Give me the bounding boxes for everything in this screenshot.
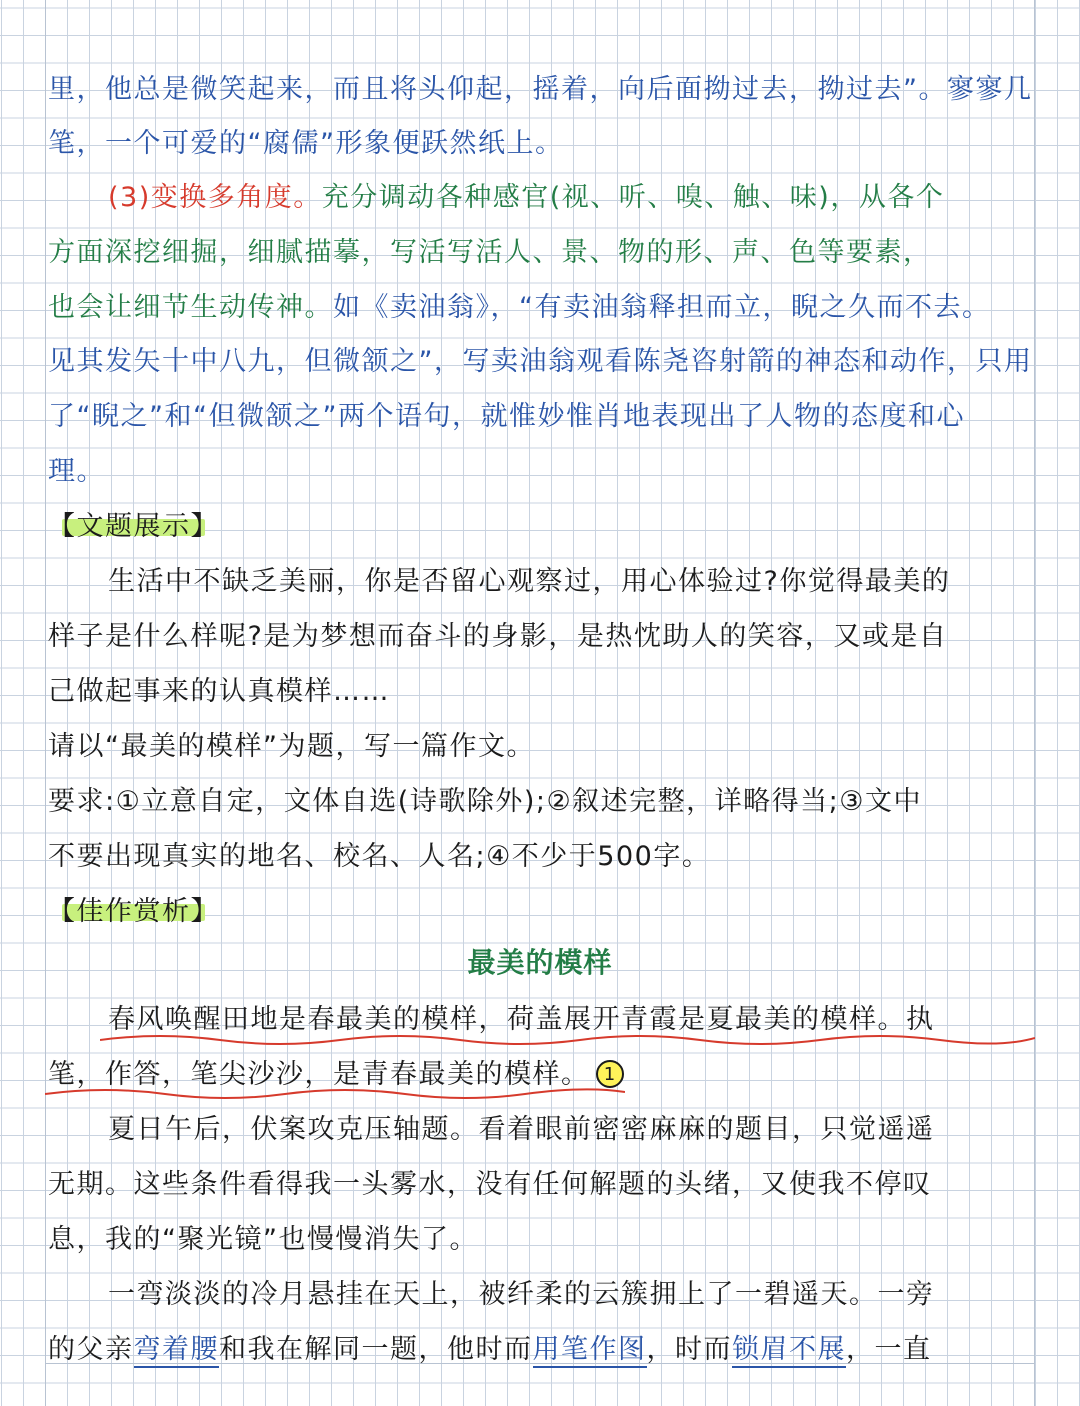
text-line: 里，他总是微笑起来，而且将头仰起，摇着，向后面拗过去，拗过去”。寥寥几 [48, 74, 1033, 105]
underlined-phrase: 用笔作图 [533, 1334, 647, 1368]
red-wavy-underline [45, 1088, 625, 1100]
text-line: 无期。这些条件看得我一头雾水，没有任何解题的头绪，又使我不停叹 [48, 1169, 932, 1200]
text-line: 见其发矢十中八九，但微颔之”，写卖油翁观看陈尧咨射箭的神态和动作，只用 [48, 346, 1033, 377]
tip-3-heading: (3)变换多角度。 [108, 182, 322, 213]
text-line: 了“睨之”和“但微颔之”两个语句，就惟妙惟肖地表现出了人物的态度和心 [48, 401, 965, 432]
paper-left-edge [45, 0, 46, 1406]
text-line: 理。 [48, 456, 105, 487]
text-line: 要求:①立意自定，文体自选(诗歌除外);②叙述完整，详略得当;③文中 [48, 786, 922, 817]
example-text: 如《卖油翁》，“有卖油翁释担而立，睨之久而不去。 [333, 292, 991, 323]
section-label-line [48, 507, 1038, 547]
annotation-marker: 1 [596, 1060, 624, 1088]
tip-3-text: 也会让细节生动传神。 [48, 292, 333, 323]
essay-text: ，一直 [846, 1334, 932, 1365]
essay-text: 和我在解同一题，他时而 [219, 1334, 533, 1365]
essay-section-label: 【佳作赏析】 [48, 896, 219, 927]
tip-3-text: 充分调动各种感官(视、听、嗅、触、味)，从各个 [321, 182, 945, 213]
text-line: 己做起事来的认真模样…… [48, 676, 390, 707]
text-line: 样子是什么样呢?是为梦想而奋斗的身影，是热忱助人的笑容，又或是自 [48, 621, 948, 652]
prompt-section-label: 【文题展示】 [48, 511, 219, 542]
text-line: 春风唤醒田地是春最美的模样，荷盖展开青霞是夏最美的模样。执 [108, 1004, 935, 1035]
essay-text: 的父亲 [48, 1334, 134, 1365]
tip-3-line [48, 178, 1080, 218]
text-line: 息，我的“聚光镜”也慢慢消失了。 [48, 1224, 478, 1255]
text-line [48, 1330, 1038, 1370]
text-line: 生活中不缺乏美丽，你是否留心观察过，用心体验过?你觉得最美的 [108, 566, 951, 597]
text-line: 笔，一个可爱的“腐儒”形象便跃然纸上。 [48, 128, 564, 159]
essay-text: 笔，作答，笔尖沙沙，是青春最美的模样。 [48, 1059, 590, 1090]
text-line: 请以“最美的模样”为题，写一篇作文。 [48, 731, 535, 762]
red-wavy-underline [100, 1034, 1035, 1046]
text-line: 不要出现真实的地名、校名、人名;④不少于500字。 [48, 841, 711, 872]
essay-text: ，时而 [646, 1334, 732, 1365]
text-line: 夏日午后，伏案攻克压轴题。看着眼前密密麻麻的题目，只觉遥遥 [108, 1114, 935, 1145]
text-line: 一弯淡淡的冷月悬挂在天上，被纤柔的云簇拥上了一碧遥天。一旁 [108, 1279, 935, 1310]
underlined-phrase: 锁眉不展 [732, 1334, 846, 1368]
essay-title: 最美的模样 [467, 946, 613, 979]
section-label-line [48, 892, 1038, 932]
text-line [48, 288, 1038, 328]
underlined-phrase: 弯着腰 [134, 1334, 220, 1368]
text-line: 方面深挖细掘，细腻描摹，写活写活人、景、物的形、声、色等要素， [48, 237, 932, 268]
